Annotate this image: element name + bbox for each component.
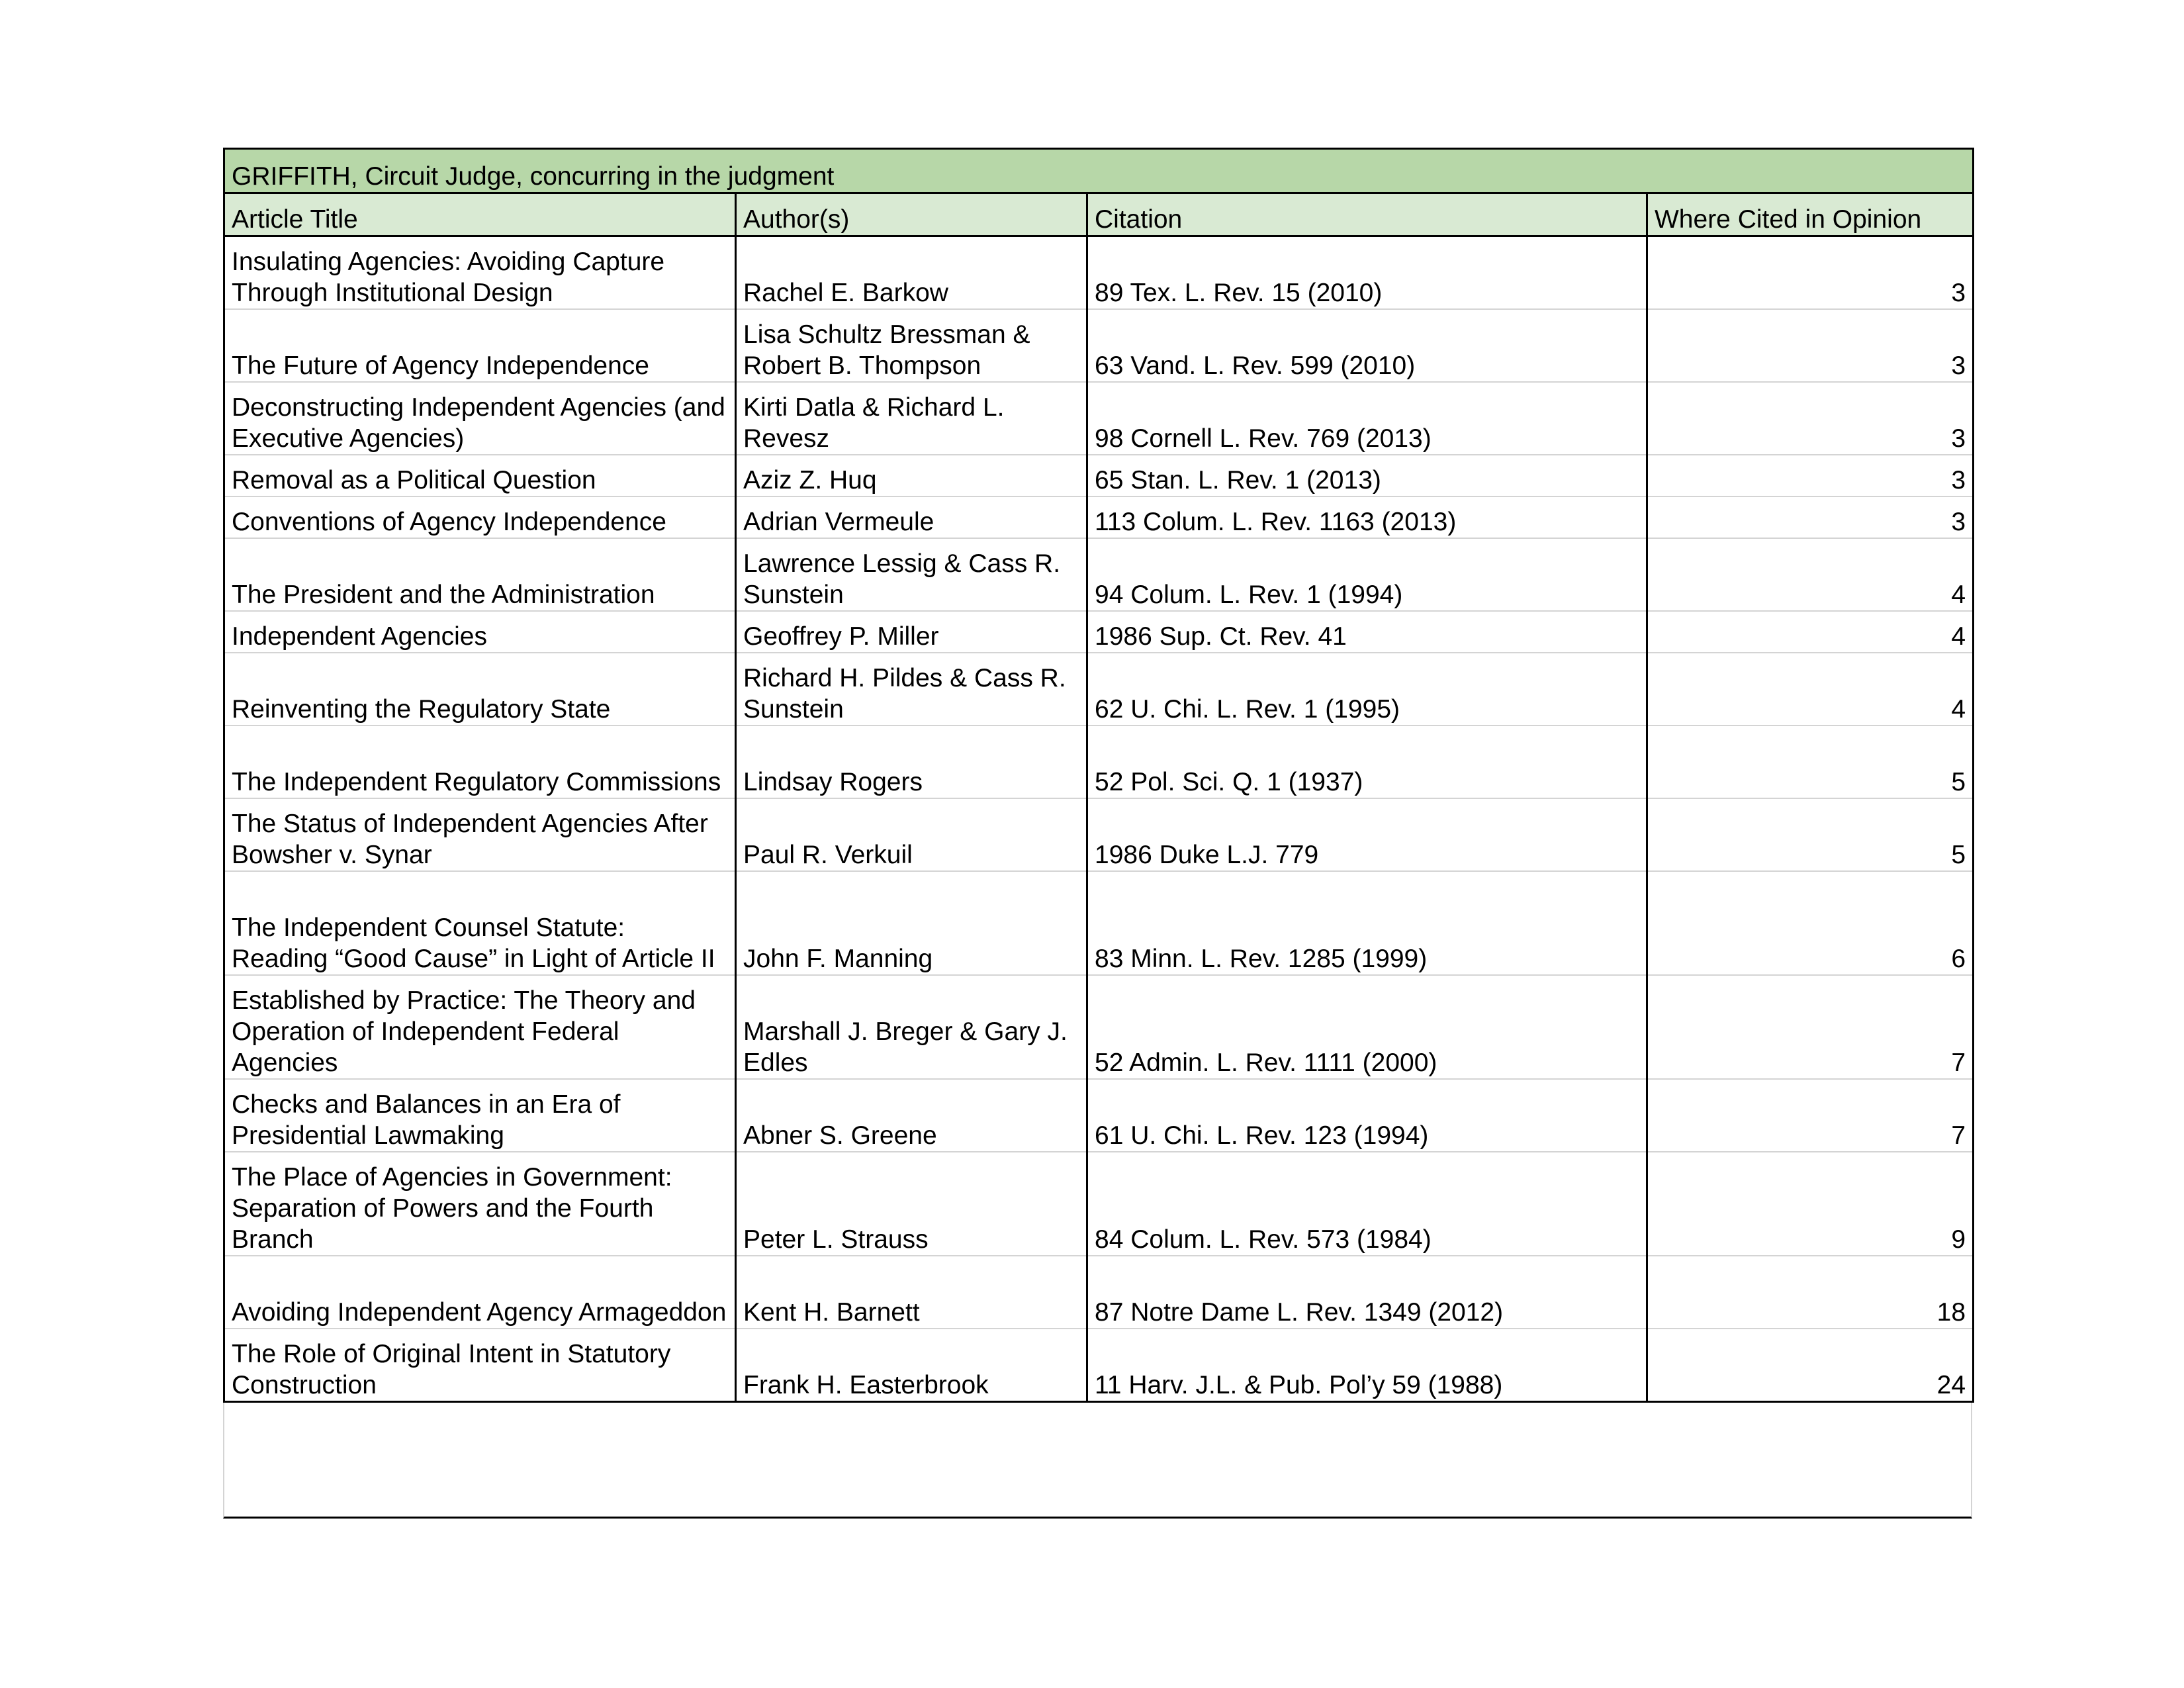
cell-where-cited: 7 (1647, 1079, 1974, 1152)
cell-citation: 1986 Duke L.J. 779 (1087, 798, 1647, 871)
table-row (224, 1256, 1974, 1329)
cell-title: Independent Agencies (224, 611, 736, 653)
cell-title: Insulating Agencies: Avoiding Capture Through Institutional Design (224, 236, 736, 310)
cell-authors: Geoffrey P. Miller (736, 611, 1087, 653)
cell-authors: Lawrence Lessig & Cass R. Sunstein (736, 538, 1087, 611)
table-row (224, 455, 1974, 496)
cell-where-cited: 3 (1647, 309, 1974, 382)
cell-authors: Kirti Datla & Richard L. Revesz (736, 382, 1087, 455)
cell-authors: Paul R. Verkuil (736, 798, 1087, 871)
table-row (224, 1079, 1974, 1152)
cell-authors: Kent H. Barnett (736, 1256, 1087, 1329)
cell-where-cited: 24 (1647, 1329, 1974, 1402)
cell-title: The Place of Agencies in Government: Separation of Powers and the Fourth Branch (224, 1152, 736, 1256)
citation-table-sheet (223, 148, 1972, 1519)
table-row (224, 538, 1974, 611)
table-row (224, 653, 1974, 726)
cell-title: Removal as a Political Question (224, 455, 736, 496)
cell-authors: Lisa Schultz Bressman & Robert B. Thompson (736, 309, 1087, 382)
cell-citation: 84 Colum. L. Rev. 573 (1984) (1087, 1152, 1647, 1256)
cell-citation: 63 Vand. L. Rev. 599 (2010) (1087, 309, 1647, 382)
table-row (224, 1152, 1974, 1256)
cell-where-cited: 3 (1647, 455, 1974, 496)
cell-where-cited: 4 (1647, 653, 1974, 726)
cell-authors: Adrian Vermeule (736, 496, 1087, 538)
table-row (224, 726, 1974, 798)
banner-cell: GRIFFITH, Circuit Judge, concurring in the judgment (224, 149, 1974, 193)
banner-row (224, 149, 1974, 193)
cell-citation: 113 Colum. L. Rev. 1163 (2013) (1087, 496, 1647, 538)
cell-title: Avoiding Independent Agency Armageddon (224, 1256, 736, 1329)
cell-title: The President and the Administration (224, 538, 736, 611)
header-row (224, 193, 1974, 236)
cell-where-cited: 4 (1647, 611, 1974, 653)
cell-where-cited: 3 (1647, 382, 1974, 455)
table-row (224, 1329, 1974, 1402)
citation-table (223, 148, 1974, 1403)
cell-where-cited: 3 (1647, 496, 1974, 538)
table-row (224, 236, 1974, 310)
cell-citation: 65 Stan. L. Rev. 1 (2013) (1087, 455, 1647, 496)
table-row (224, 309, 1974, 382)
cell-citation: 83 Minn. L. Rev. 1285 (1999) (1087, 871, 1647, 975)
cell-title: The Independent Counsel Statute: Reading “Good Cause” in Light of Article II (224, 871, 736, 975)
cell-authors: Abner S. Greene (736, 1079, 1087, 1152)
table-row (224, 382, 1974, 455)
cell-authors: Frank H. Easterbrook (736, 1329, 1087, 1402)
header-citation: Citation (1087, 193, 1647, 236)
header-article-title: Article Title (224, 193, 736, 236)
header-where-cited: Where Cited in Opinion (1647, 193, 1974, 236)
cell-title: Checks and Balances in an Era of Presidential Lawmaking (224, 1079, 736, 1152)
cell-where-cited: 7 (1647, 975, 1974, 1079)
cell-authors: Lindsay Rogers (736, 726, 1087, 798)
cell-where-cited: 5 (1647, 726, 1974, 798)
cell-citation: 11 Harv. J.L. & Pub. Pol’y 59 (1988) (1087, 1329, 1647, 1402)
cell-authors: Peter L. Strauss (736, 1152, 1087, 1256)
cell-title: Reinventing the Regulatory State (224, 653, 736, 726)
table-row (224, 975, 1974, 1079)
cell-where-cited: 6 (1647, 871, 1974, 975)
cell-authors: Richard H. Pildes & Cass R. Sunstein (736, 653, 1087, 726)
cell-title: Established by Practice: The Theory and Operation of Independent Federal Agencies (224, 975, 736, 1079)
cell-citation: 98 Cornell L. Rev. 769 (2013) (1087, 382, 1647, 455)
cell-citation: 62 U. Chi. L. Rev. 1 (1995) (1087, 653, 1647, 726)
cell-where-cited: 4 (1647, 538, 1974, 611)
cell-citation: 1986 Sup. Ct. Rev. 41 (1087, 611, 1647, 653)
cell-citation: 89 Tex. L. Rev. 15 (2010) (1087, 236, 1647, 310)
empty-grid-area (223, 1403, 1972, 1519)
cell-where-cited: 3 (1647, 236, 1974, 310)
table-row (224, 798, 1974, 871)
cell-authors: Marshall J. Breger & Gary J. Edles (736, 975, 1087, 1079)
cell-authors: Rachel E. Barkow (736, 236, 1087, 310)
cell-where-cited: 9 (1647, 1152, 1974, 1256)
table-row (224, 611, 1974, 653)
cell-where-cited: 18 (1647, 1256, 1974, 1329)
cell-authors: John F. Manning (736, 871, 1087, 975)
cell-where-cited: 5 (1647, 798, 1974, 871)
cell-title: Conventions of Agency Independence (224, 496, 736, 538)
cell-title: The Future of Agency Independence (224, 309, 736, 382)
cell-title: The Status of Independent Agencies After Bowsher v. Synar (224, 798, 736, 871)
table-row (224, 871, 1974, 975)
cell-title: The Role of Original Intent in Statutory Construction (224, 1329, 736, 1402)
header-authors: Author(s) (736, 193, 1087, 236)
table-row (224, 496, 1974, 538)
cell-title: Deconstructing Independent Agencies (and Executive Agencies) (224, 382, 736, 455)
cell-citation: 87 Notre Dame L. Rev. 1349 (2012) (1087, 1256, 1647, 1329)
cell-citation: 52 Pol. Sci. Q. 1 (1937) (1087, 726, 1647, 798)
cell-authors: Aziz Z. Huq (736, 455, 1087, 496)
cell-title: The Independent Regulatory Commissions (224, 726, 736, 798)
cell-citation: 94 Colum. L. Rev. 1 (1994) (1087, 538, 1647, 611)
cell-citation: 52 Admin. L. Rev. 1111 (2000) (1087, 975, 1647, 1079)
cell-citation: 61 U. Chi. L. Rev. 123 (1994) (1087, 1079, 1647, 1152)
